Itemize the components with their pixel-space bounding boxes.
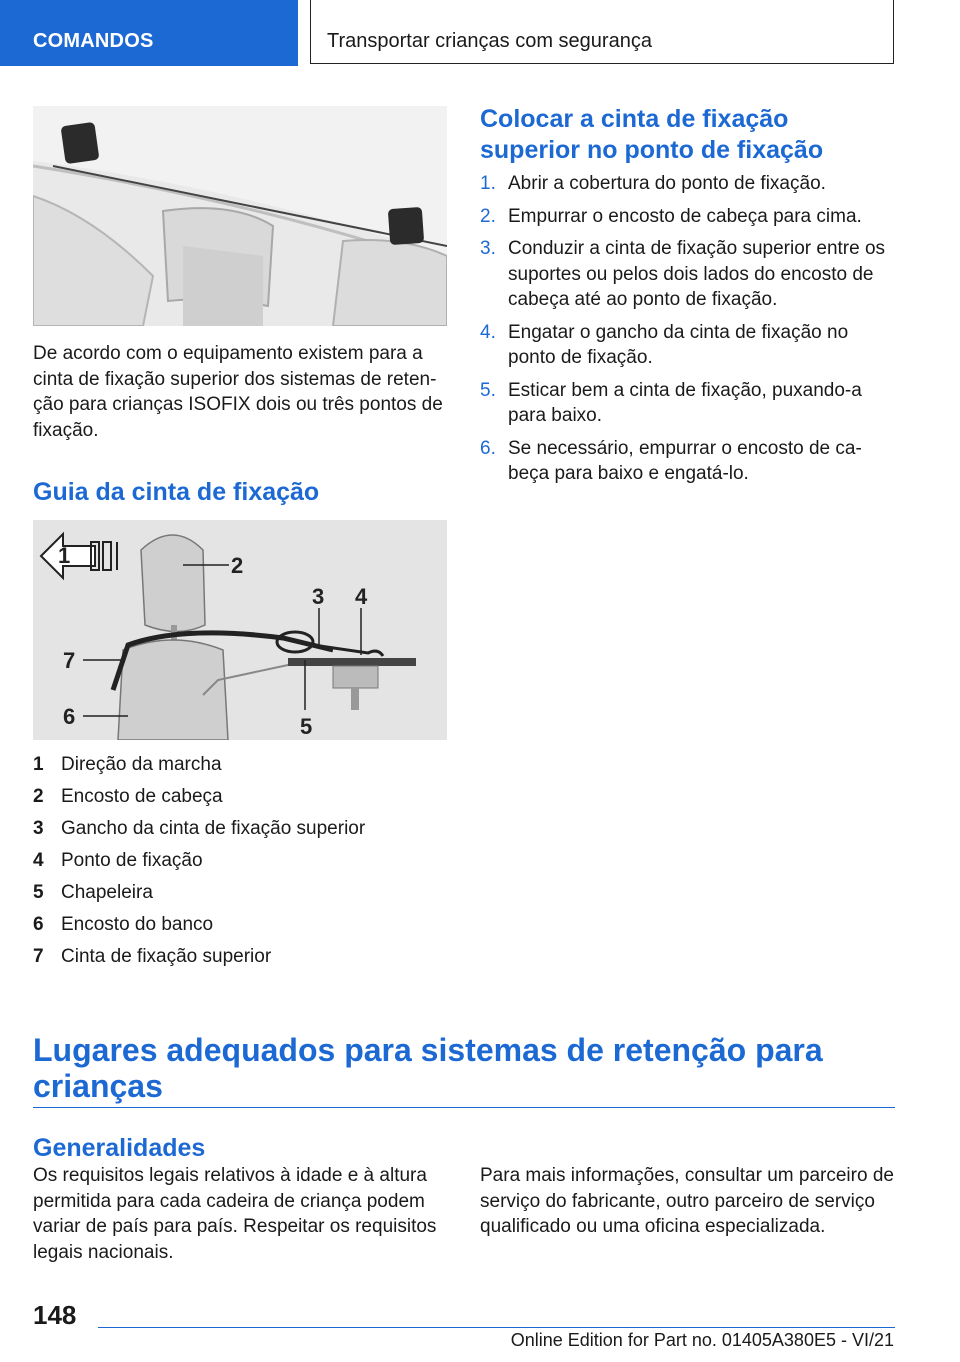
subsection-heading: Generalidades <box>33 1134 206 1162</box>
diagram-label-5: 5 <box>300 714 313 739</box>
anchor-points-photo-graphic <box>33 106 447 326</box>
footer-divider <box>98 1327 895 1328</box>
diagram-label-3: 3 <box>312 584 325 609</box>
step-item <box>480 204 894 230</box>
attach-steps <box>480 171 894 494</box>
step-item <box>480 320 894 371</box>
legend-text: Direção da marcha <box>61 754 222 775</box>
guide-heading: Guia da cinta de fixação <box>33 478 320 506</box>
intro-paragraph: De acordo com o equipamento existem para a cinta de fixação superior dos sistemas de reten-ção para crianças ISOFIX dois ou três pontos de fixação. <box>33 343 443 441</box>
tether-guide-diagram-graphic <box>33 520 447 740</box>
legend-text: Encosto de cabeça <box>61 786 223 807</box>
header-section-tab <box>0 0 298 66</box>
step-number: 5. <box>480 379 496 401</box>
legend-number: 6 <box>33 914 44 935</box>
legend-number: 5 <box>33 882 44 903</box>
step-number: 1. <box>480 173 496 194</box>
anchor-points-photo <box>33 106 447 326</box>
step-item <box>480 378 894 429</box>
step-text: Se necessário, empurrar o encosto de ca-beça para baixo e engatá-lo. <box>508 437 862 484</box>
generalities-paragraph-2: Para mais informações, consultar um parceiro de serviço do fabricante, outro parceiro de serviço qualificado ou uma oficina especializada. <box>480 1165 894 1237</box>
page-number: 148 <box>33 1300 77 1330</box>
legend-number: 2 <box>33 786 44 807</box>
step-text: Empurrar o encosto de cabeça para cima. <box>508 205 862 227</box>
diagram-legend <box>33 749 447 973</box>
diagram-label-4: 4 <box>355 584 368 609</box>
legend-text: Cinta de fixação superior <box>61 946 272 967</box>
legend-item <box>33 909 447 941</box>
step-number: 4. <box>480 321 496 343</box>
header-chapter-box <box>310 0 894 64</box>
step-item <box>480 436 894 487</box>
step-text: Esticar bem a cinta de fixação, puxando-a para baixo. <box>508 379 862 426</box>
step-text: Abrir a cobertura do ponto de fixação. <box>508 173 826 194</box>
edition-info: Online Edition for Part no. 01405A380E5 - VI/21 <box>510 1330 894 1350</box>
step-text: Conduzir a cinta de fixação superior entre os suportes ou pelos dois lados do encosto de cabeça até ao ponto de fixação. <box>508 238 886 310</box>
tether-guide-diagram <box>33 520 447 740</box>
legend-item <box>33 877 447 909</box>
legend-number: 4 <box>33 850 44 871</box>
legend-number: 7 <box>33 946 44 967</box>
header-section-label: COMANDOS <box>33 30 154 52</box>
step-number: 3. <box>480 238 496 259</box>
section-heading: Lugares adequados para sistemas de retenção para crianças <box>33 1032 823 1104</box>
header-chapter-label: Transportar crianças com segurança <box>327 30 652 52</box>
step-number: 6. <box>480 437 496 459</box>
legend-item <box>33 941 447 973</box>
attach-heading: Colocar a cinta de fixação superior no ponto de fixação <box>480 105 824 164</box>
diagram-label-1: 1 <box>58 543 71 568</box>
generalities-paragraph-1: Os requisitos legais relativos à idade e à altura permitida para cada cadeira de criança podem variar de país para país. Respeitar os requisitos legais nacionais. <box>33 1165 437 1263</box>
legend-item <box>33 749 447 781</box>
legend-number: 1 <box>33 754 44 775</box>
diagram-label-6: 6 <box>63 704 76 729</box>
step-item <box>480 236 894 313</box>
legend-text: Gancho da cinta de fixação superior <box>61 818 366 839</box>
diagram-label-7: 7 <box>63 648 76 673</box>
legend-item <box>33 845 447 877</box>
legend-item <box>33 813 447 845</box>
legend-number: 3 <box>33 818 44 839</box>
step-number: 2. <box>480 205 496 227</box>
section-divider <box>33 1107 895 1108</box>
legend-item <box>33 781 447 813</box>
legend-text: Encosto do banco <box>61 914 214 935</box>
legend-text: Ponto de fixação <box>61 850 203 871</box>
legend-text: Chapeleira <box>61 882 153 903</box>
diagram-label-2: 2 <box>231 553 244 578</box>
step-text: Engatar o gancho da cinta de fixação no ponto de fixação. <box>508 321 849 368</box>
step-item <box>480 171 894 197</box>
